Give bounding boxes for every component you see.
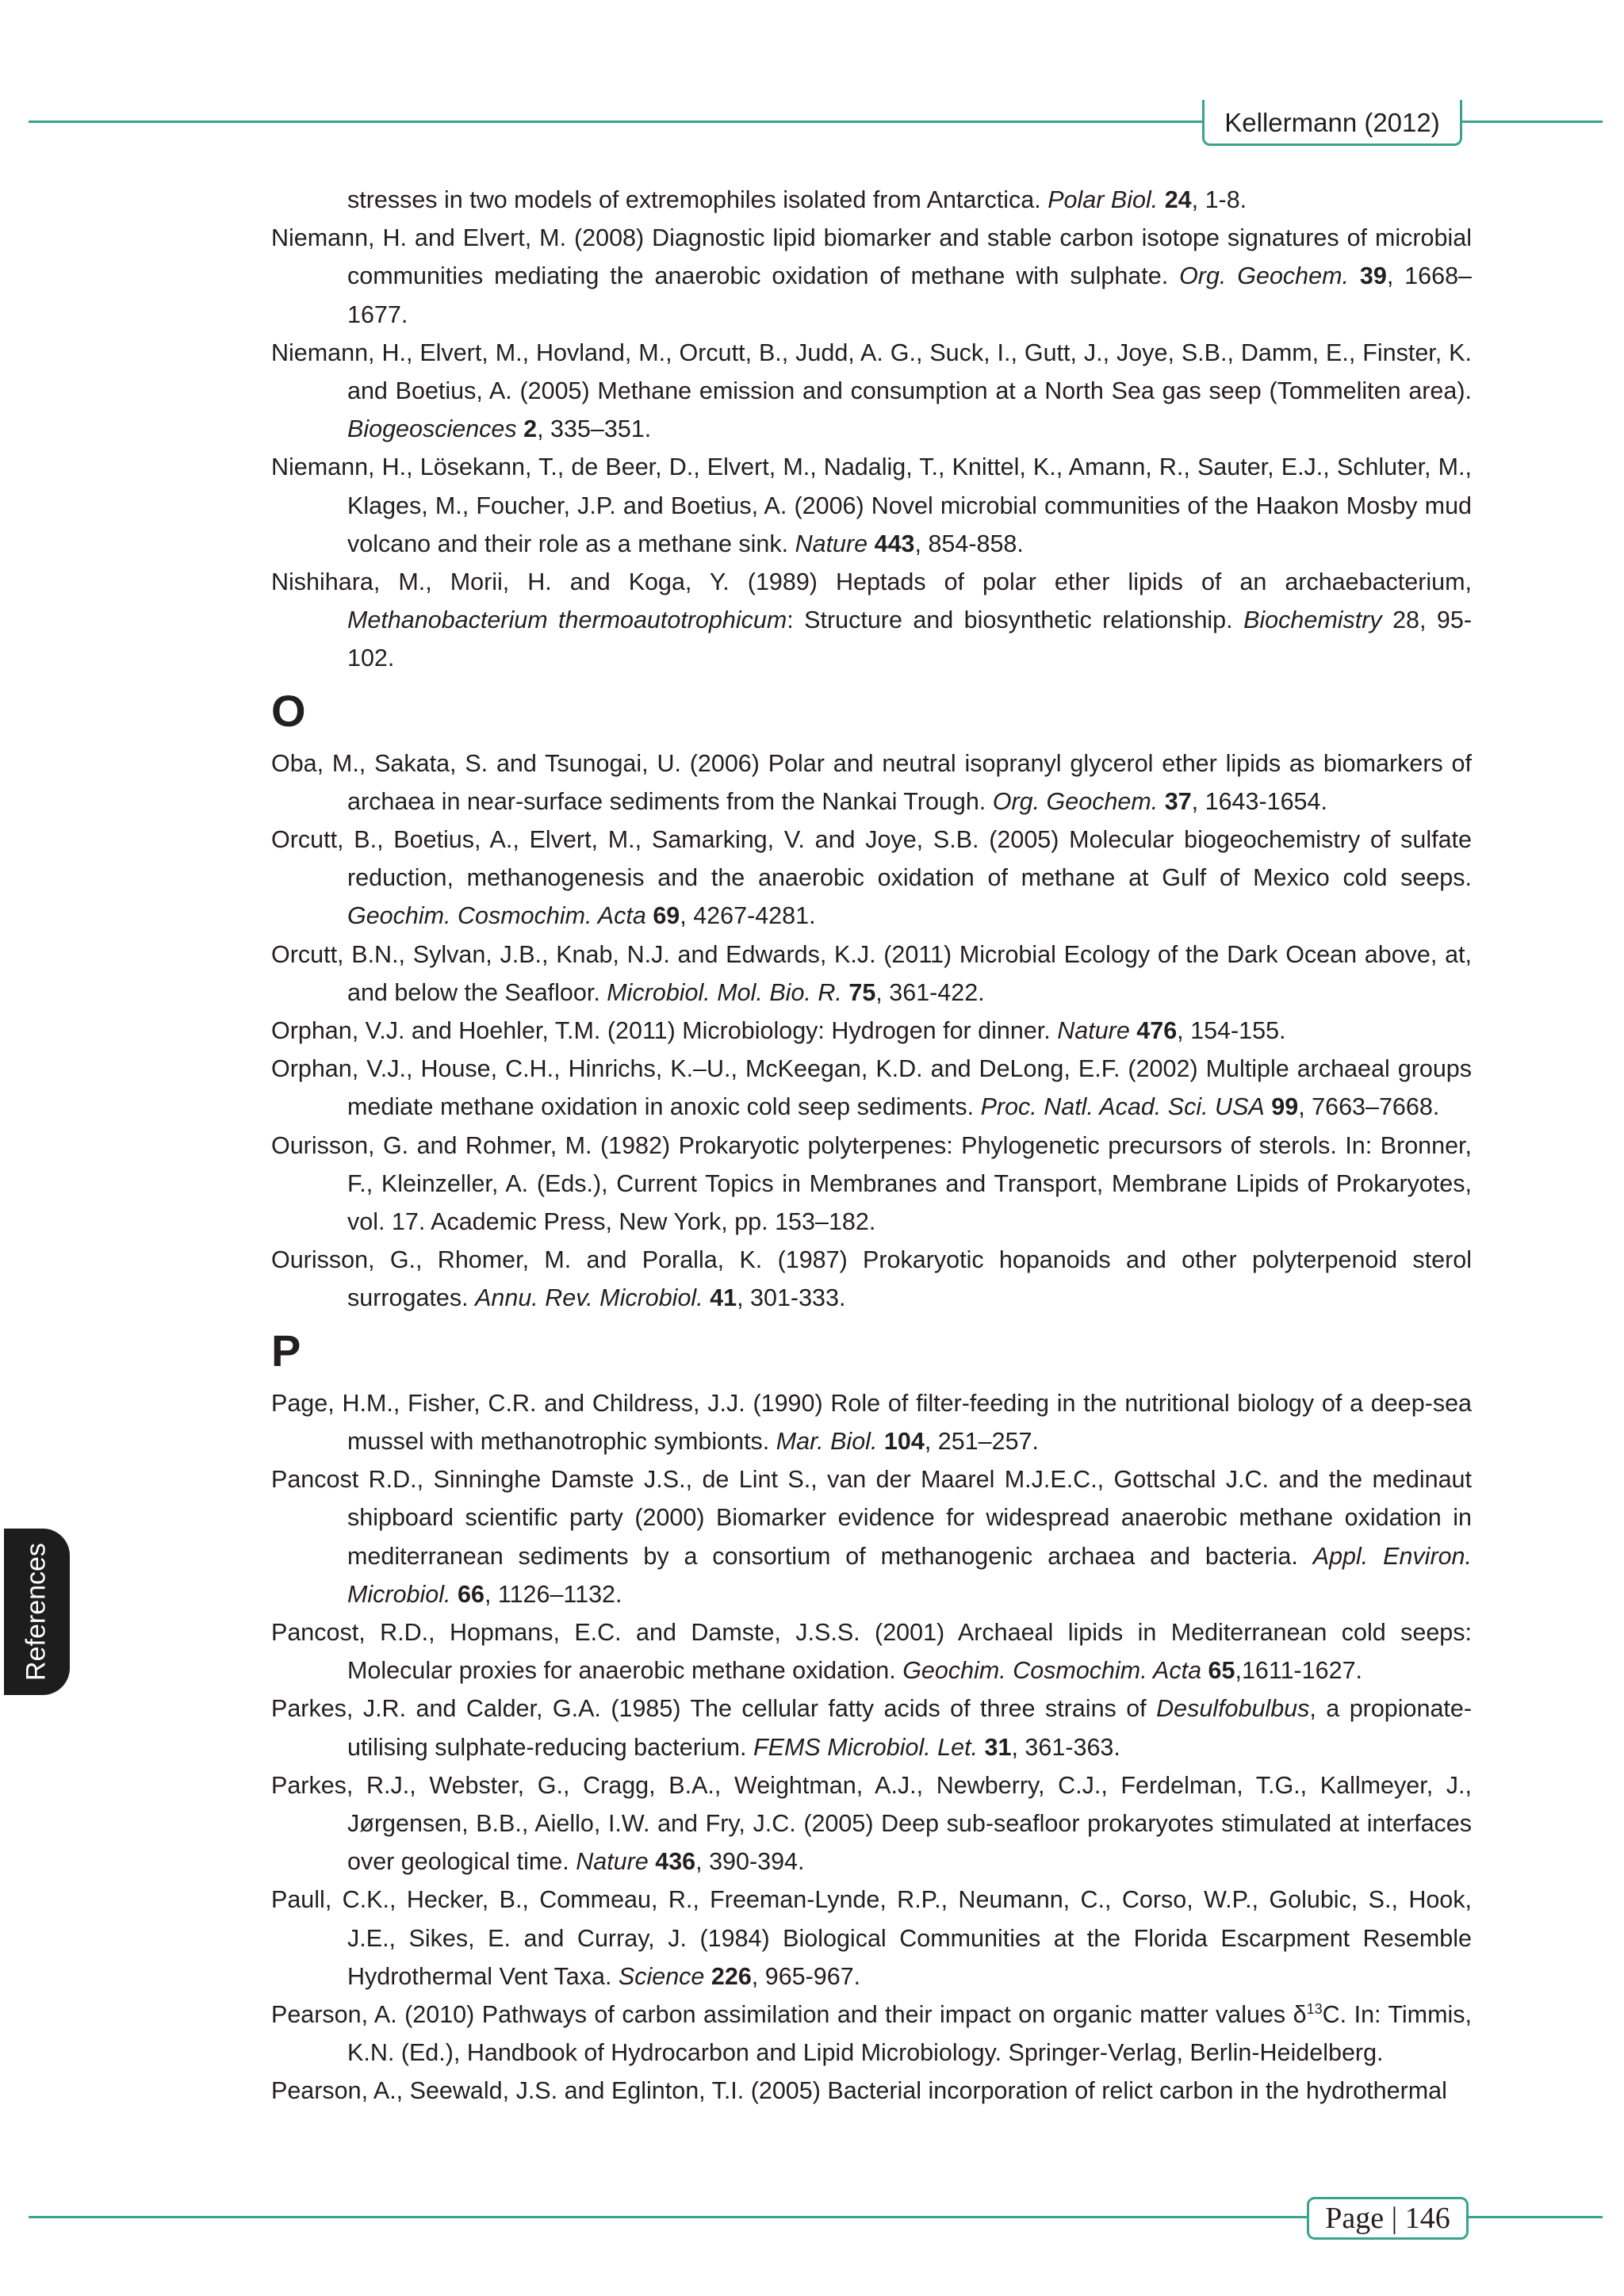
reference-entry: Orcutt, B.N., Sylvan, J.B., Knab, N.J. and Edwards, K.J. (2011) Microbial Ecology of the Dark Ocean above, at, and below the Seafloor. Microbiol. Mol. Bio. R. 75, 361-422. (271, 940, 1472, 1006)
section-heading-o: O (271, 685, 306, 736)
page-number: Page | 146 (1325, 2202, 1450, 2235)
page-number-box (1307, 2197, 1469, 2240)
reference-continuation: stresses in two models of extremophiles isolated from Antarctica. Polar Biol. 24, 1-8. (347, 186, 1247, 213)
reference-entry: Parkes, J.R. and Calder, G.A. (1985) The cellular fatty acids of three strains of Desulfobulbus, a propionate-utilising sulphate-reducing bacterium. FEMS Microbiol. Let. 31, 361-363. (271, 1695, 1472, 1761)
side-tab-label: References (21, 1543, 52, 1681)
reference-entry: Ourisson, G. and Rohmer, M. (1982) Prokaryotic polyterpenes: Phylogenetic precursors of sterols. In: Bronner, F., Kleinzeller, A. (Eds.), Current Topics in Membranes and Transport, Membrane Lipids of Prokaryotes, vol. 17. Academic Press, New York, pp. 153–182. (271, 1131, 1472, 1236)
running-header-title: Kellermann (2012) (1224, 108, 1440, 137)
header-rule-left (29, 121, 1205, 123)
reference-entry: Orphan, V.J., House, C.H., Hinrichs, K.–U., McKeegan, K.D. and DeLong, E.F. (2002) Multiple archaeal groups mediate methane oxidation in anoxic cold seep sediments. Proc. Natl. Acad. Sci. USA 99, 7663–7668. (271, 1055, 1472, 1121)
reference-entry: Niemann, H., Lösekann, T., de Beer, D., Elvert, M., Nadalig, T., Knittel, K., Amann, R., Sauter, E.J., Schluter, M., Klages, M., Foucher, J.P. and Boetius, A. (2006) Novel microbial communities of the Haakon Mosby mud volcano and their role as a methane sink. Nature 443, 854-858. (271, 453, 1472, 557)
reference-entry: Nishihara, M., Morii, H. and Koga, Y. (1989) Heptads of polar ether lipids of an archaebacterium, Methanobacterium thermoautotrophicum: Structure and biosynthetic relationship. Biochemistry 28, 95-102. (271, 568, 1472, 672)
reference-entry: Niemann, H., Elvert, M., Hovland, M., Orcutt, B., Judd, A. G., Suck, I., Gutt, J., Joye, S.B., Damm, E., Finster, K. and Boetius, A. (2005) Methane emission and consumption at a North Sea gas seep (Tommeliten area). Biogeosciences 2, 335–351. (271, 339, 1472, 443)
footer-rule-right (1467, 2216, 1603, 2218)
reference-entry: Page, H.M., Fisher, C.R. and Childress, J.J. (1990) Role of filter-feeding in the nutritional biology of a deep-sea mussel with methanotrophic symbionts. Mar. Biol. 104, 251–257. (271, 1389, 1472, 1455)
reference-entry: Orphan, V.J. and Hoehler, T.M. (2011) Microbiology: Hydrogen for dinner. Nature 476, 154-155. (271, 1017, 1286, 1045)
reference-entry: Orcutt, B., Boetius, A., Elvert, M., Samarking, V. and Joye, S.B. (2005) Molecular biogeochemistry of sulfate reduction, methanogenesis and the anaerobic oxidation of methane at Gulf of Mexico cold seeps. Geochim. Cosmochim. Acta 69, 4267-4281. (271, 826, 1472, 930)
reference-entry: Pearson, A., Seewald, J.S. and Eglinton, T.I. (2005) Bacterial incorporation of relict carbon in the hydrothermal (271, 2077, 1447, 2105)
reference-list (271, 181, 1472, 2110)
section-heading-p: P (271, 1325, 301, 1376)
reference-entry: Pancost, R.D., Hopmans, E.C. and Damste, J.S.S. (2001) Archaeal lipids in Mediterranean cold seeps: Molecular proxies for anaerobic methane oxidation. Geochim. Cosmochim. Acta 65,1611-1627. (271, 1618, 1472, 1685)
reference-entry: Ourisson, G., Rhomer, M. and Poralla, K. (1987) Prokaryotic hopanoids and other polyterpenoid sterol surrogates. Annu. Rev. Microbiol. 41, 301-333. (271, 1246, 1472, 1312)
header-rule-right (1460, 121, 1603, 123)
reference-entry: Parkes, R.J., Webster, G., Cragg, B.A., Weightman, A.J., Newberry, C.J., Ferdelman, T.G., Kallmeyer, J., Jørgensen, B.B., Aiello, I.W. and Fry, J.C. (2005) Deep sub-seafloor prokaryotes stimulated at interfaces over geological time. Nature 436, 390-394. (271, 1771, 1472, 1876)
reference-entry: Niemann, H. and Elvert, M. (2008) Diagnostic lipid biomarker and stable carbon isotope signatures of microbial communities mediating the anaerobic oxidation of methane with sulphate. Org. Geochem. 39, 1668–1677. (271, 224, 1472, 328)
footer-rule-left (29, 2216, 1308, 2218)
reference-entry: Oba, M., Sakata, S. and Tsunogai, U. (2006) Polar and neutral isopranyl glycerol ether lipids as biomarkers of archaea in near-surface sediments from the Nankai Trough. Org. Geochem. 37, 1643-1654. (271, 749, 1472, 815)
reference-entry: Pearson, A. (2010) Pathways of carbon assimilation and their impact on organic matter values $\delta^{13}C$. In: Timmis, K.N. (Ed.), Handbook of Hydrocarbon and Lipid Microbiology. Springer-Verlag, Berlin-Heidelberg. (271, 2000, 1472, 2067)
reference-entry: Pancost R.D., Sinninghe Damste J.S., de Lint S., van der Maarel M.J.E.C., Gottschal J.C. and the medinaut shipboard scientific party (2000) Biomarker evidence for widespread anaerobic methane oxidation in mediterranean sediments by a consortium of methanogenic archaea and bacteria. Appl. Environ. Microbiol. 66, 1126–1132. (271, 1466, 1472, 1608)
reference-entry: Paull, C.K., Hecker, B., Commeau, R., Freeman-Lynde, R.P., Neumann, C., Corso, W.P., Golubic, S., Hook, J.E., Sikes, E. and Curray, J. (1984) Biological Communities at the Florida Escarpment Resemble Hydrothermal Vent Taxa. Science 226, 965-967. (271, 1886, 1472, 1990)
